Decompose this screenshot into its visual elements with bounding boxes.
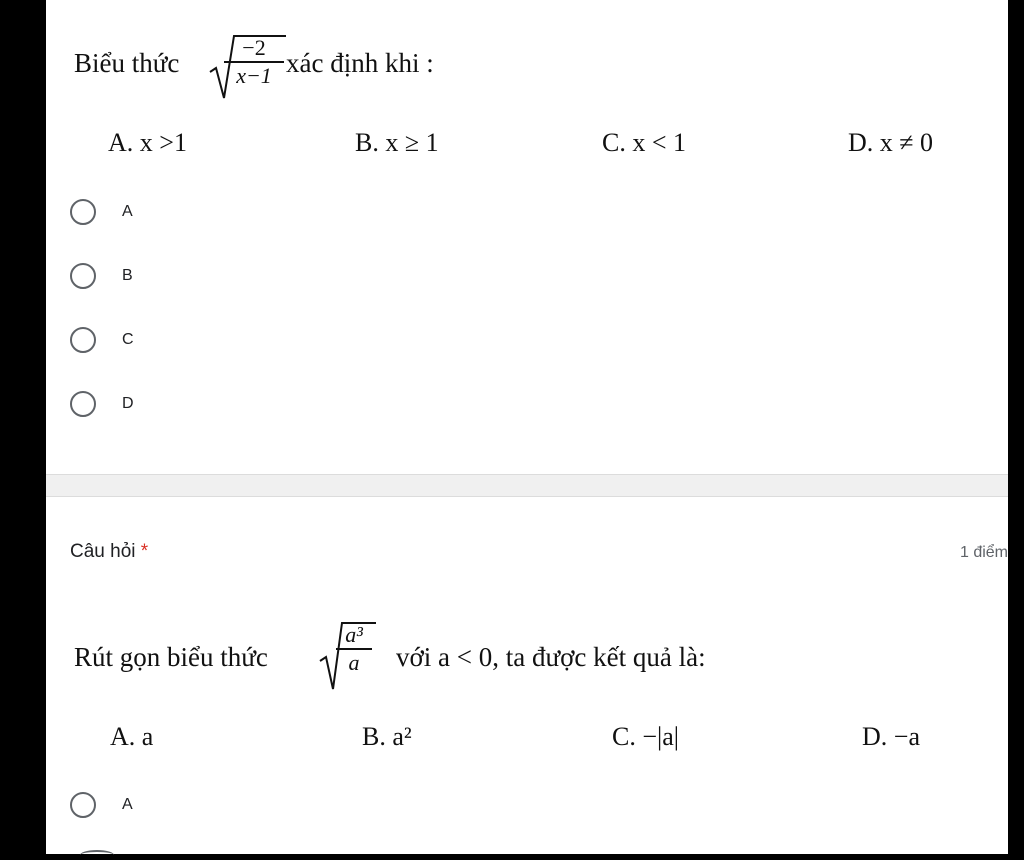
- q1-choice-a: A. x >1: [108, 128, 187, 157]
- q1-fraction: [224, 36, 284, 88]
- q1-stem-before: Biểu thức: [74, 48, 180, 78]
- q2-choice-c: C. −|a|: [612, 722, 679, 751]
- radio-circle-icon[interactable]: [70, 792, 96, 818]
- radio-option-b[interactable]: [70, 263, 133, 289]
- partial-radio-icon[interactable]: [80, 850, 114, 860]
- q2-radio-label-a: A: [122, 796, 133, 813]
- q2-choice-a: A. a: [110, 722, 154, 751]
- radio-circle-icon[interactable]: [70, 391, 96, 417]
- radio-option-a[interactable]: [70, 199, 133, 225]
- radio-label-c: C: [122, 331, 134, 348]
- q2-stem-after: với a < 0, ta được kết quả là:: [396, 642, 706, 672]
- q2-fraction: [336, 623, 372, 675]
- q2-radio-option-a[interactable]: [70, 792, 133, 818]
- q2-stem-before: Rút gọn biểu thức: [74, 642, 268, 672]
- radio-label-a: A: [122, 203, 133, 220]
- radio-circle-icon[interactable]: [70, 327, 96, 353]
- question-separator: [46, 474, 1008, 497]
- points-label: 1 điểm: [959, 544, 1008, 561]
- radio-label-d: D: [122, 395, 134, 412]
- q1-choice-b: B. x ≥ 1: [355, 128, 439, 157]
- q2-choice-b: B. a²: [362, 722, 412, 751]
- q1-fraction-denominator: x−1: [236, 63, 272, 88]
- radio-label-b: B: [122, 267, 133, 284]
- radio-circle-icon[interactable]: [70, 199, 96, 225]
- question-title: Câu hỏi: [70, 541, 136, 562]
- q1-stem-after: xác định khi :: [286, 48, 434, 78]
- q1-choice-d: D. x ≠ 0: [848, 128, 934, 157]
- q1-choice-c: C. x < 1: [602, 128, 687, 157]
- q2-fraction-numerator: a³: [345, 622, 363, 647]
- q1-fraction-numerator: −2: [242, 35, 266, 60]
- radio-option-d[interactable]: [70, 391, 134, 417]
- q2-fraction-denominator: a: [348, 650, 360, 675]
- radio-circle-icon[interactable]: [70, 263, 96, 289]
- required-mark: *: [140, 541, 149, 562]
- q2-choice-d: D. −a: [862, 722, 920, 751]
- radio-option-c[interactable]: [70, 327, 134, 353]
- question-header: [70, 541, 148, 563]
